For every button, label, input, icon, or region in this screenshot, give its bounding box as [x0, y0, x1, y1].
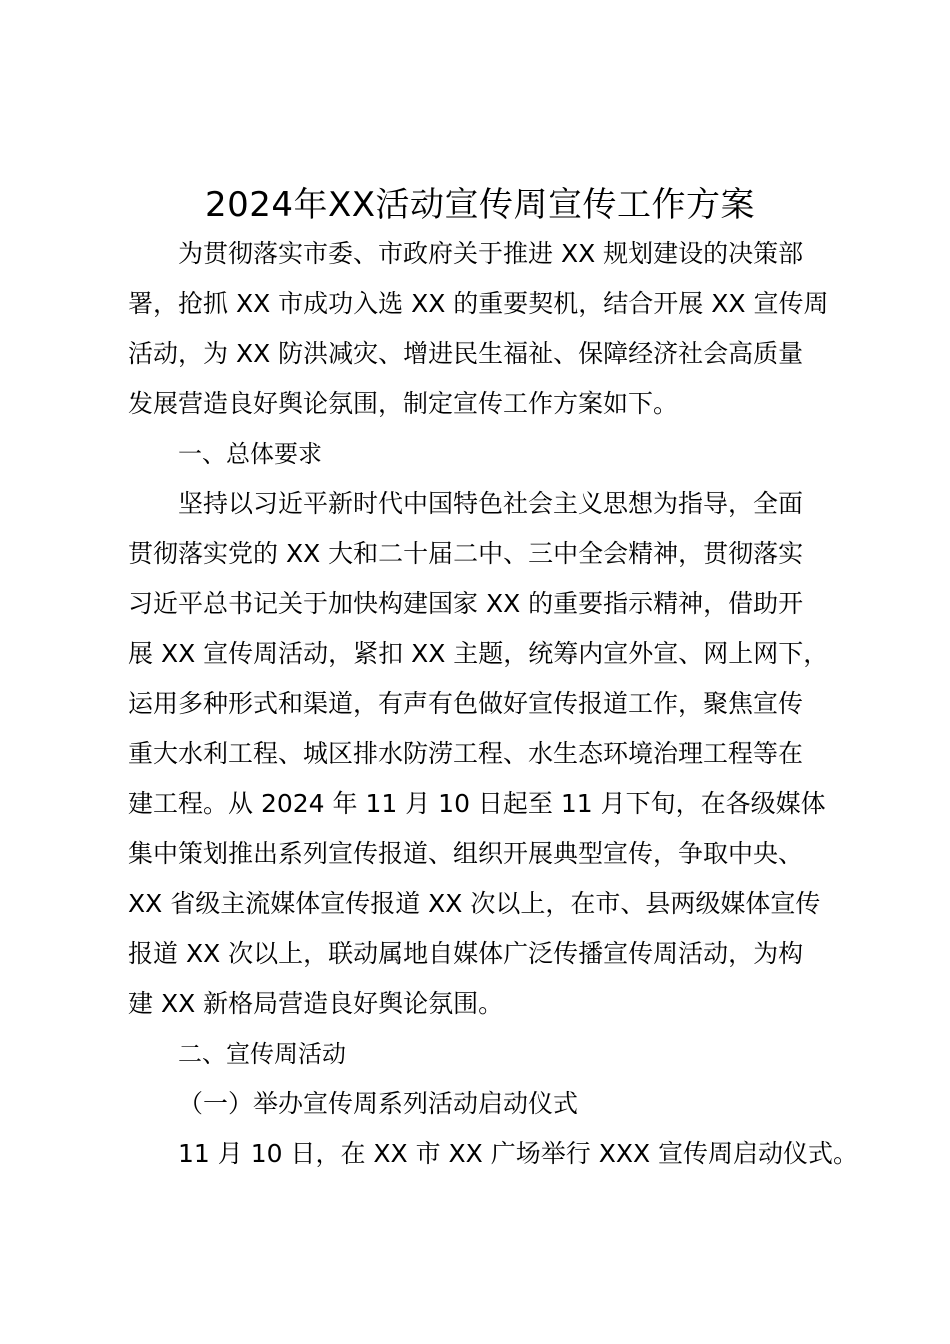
intro-line: 署，抢抓 XX 市成功入选 XX 的重要契机，结合开展 XX 宣传周 — [128, 289, 829, 318]
body-line: 习近平总书记关于加快构建国家 XX 的重要指示精神，借助开 — [128, 589, 804, 618]
intro-line: 发展营造良好舆论氛围，制定宣传工作方案如下。 — [128, 389, 679, 418]
body-line: 运用多种形式和渠道，有声有色做好宣传报道工作，聚焦宣传 — [128, 689, 804, 718]
body-line: 建 XX 新格局营造良好舆论氛围。 — [128, 989, 504, 1018]
body-line: 坚持以习近平新时代中国特色社会主义思想为指导，全面 — [178, 489, 804, 518]
body-line: 重大水利工程、城区排水防涝工程、水生态环境治理工程等在 — [128, 739, 804, 768]
body-line: 报道 XX 次以上，联动属地自媒体广泛传播宣传周活动，为构 — [128, 939, 804, 968]
body-line: 建工程。从 2024 年 11 月 10 日起至 11 月下旬，在各级媒体 — [128, 789, 826, 818]
intro-line: 为贯彻落实市委、市政府关于推进 XX 规划建设的决策部 — [178, 239, 804, 268]
document-title: 2024年XX活动宣传周宣传工作方案 — [204, 185, 756, 225]
body-line: 展 XX 宣传周活动，紧扣 XX 主题，统筹内宣外宣、网上网下， — [128, 639, 829, 668]
body-line: XX 省级主流媒体宣传报道 XX 次以上，在市、县两级媒体宣传 — [128, 889, 821, 918]
body-line: 集中策划推出系列宣传报道、组织开展典型宣传，争取中央、 — [128, 839, 804, 868]
intro-line: 活动，为 XX 防洪减灾、增进民生福祉、保障经济社会高质量 — [128, 339, 804, 368]
section-heading: 二、宣传周活动 — [178, 1040, 346, 1068]
body-line: 11 月 10 日，在 XX 市 XX 广场举行 XXX 宣传周启动仪式。 — [178, 1139, 859, 1168]
section-heading: 一、总体要求 — [178, 440, 322, 468]
body-line: 贯彻落实党的 XX 大和二十届二中、三中全会精神，贯彻落实 — [128, 539, 804, 568]
subsection-heading: （一）举办宣传周系列活动启动仪式 — [178, 1089, 579, 1118]
